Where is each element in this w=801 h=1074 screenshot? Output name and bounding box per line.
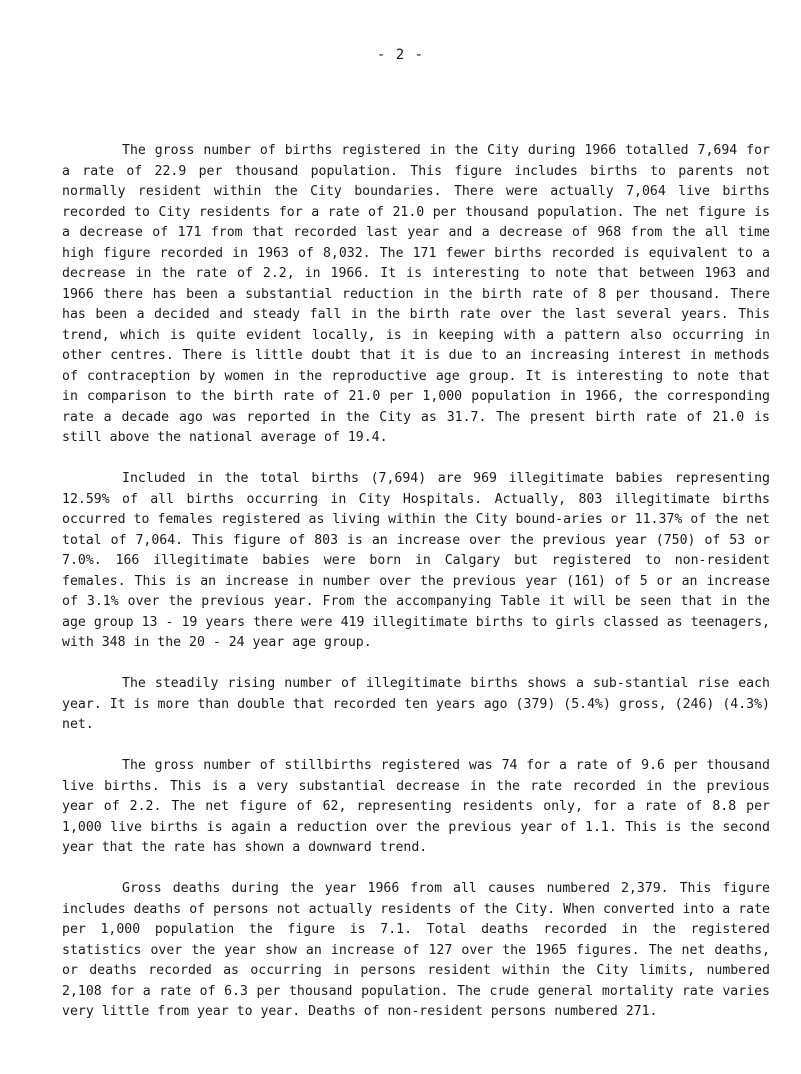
paragraph-stillbirths: The gross number of stillbirths registered was 74 for a rate of 9.6 per thousand live births. This is a very substantial decrease in the rate recorded in the previous year of 2.2. The net figure of 62, representing residents only, for a rate of 8.8 per 1,000 live births is again a reduction over the previous year of 1.1. This is the second year that the rate has shown a downward trend. (62, 758, 770, 855)
paragraph-illegitimate-births: Included in the total births (7,694) are 969 illegitimate babies representing 12.59% of all births occurring in City Hospitals. Actually, 803 illegitimate births occurred to females registered as living within the City bound-aries or 11.37% of the net total of 7,064. This figure of 803 is an increase over the previous year (750) of 53 or 7.0%. 166 illegitimate babies were born in Calgary but registered to non-resident females. This is an increase in number over the previous year (161) of 5 or an increase of 3.1% over the previous year. From the accompanying Table it will be seen that in the age group 13 - 19 years there were 419 illegitimate births to girls classed as teenagers, with 348 in the 20 - 24 year age group. (62, 471, 770, 650)
paragraph-illegitimate-trend: The steadily rising number of illegitimate births shows a sub-stantial rise each year. It is more than double that recorded ten years ago (379) (5.4%) gross, (246) (4.3%) net. (62, 676, 770, 732)
body-text (62, 141, 770, 1043)
paragraph-deaths: Gross deaths during the year 1966 from all causes numbered 2,379. This figure includes deaths of persons not actually residents of the City. When converted into a rate per 1,000 population the figure is 7.1. Total deaths recorded in the registered statistics over the year show an increase of 127 over the 1965 figures. The net deaths, or deaths recorded as occurring in persons resident within the City limits, numbered 2,108 for a rate of 6.3 per thousand population. The crude general mortality rate varies very little from year to year. Deaths of non-resident persons numbered 271. (62, 881, 770, 1019)
page-number: - 2 - (376, 47, 425, 63)
paragraph-births: The gross number of births registered in the City during 1966 totalled 7,694 for a rate of 22.9 per thousand population. This figure includes births to parents not normally resident within the City boundaries. There were actually 7,064 live births recorded to City residents for a rate of 21.0 per thousand population. The net figure is a decrease of 171 from that recorded last year and a decrease of 968 from the all time high figure recorded in 1963 of 8,032. The 171 fewer births recorded is equivalent to a decrease in the rate of 2.2, in 1966. It is interesting to note that between 1963 and 1966 there has been a substantial reduction in the birth rate of 8 per thousand. There has been a decided and steady fall in the birth rate over the last several years. This trend, which is quite evident locally, is in keeping with a pattern also occurring in other centres. There is little doubt that it is due to an increasing interest in methods of contraception by women in the reproductive age group. It is interesting to note that in comparison to the birth rate of 21.0 per 1,000 population in 1966, the corresponding rate a decade ago was reported in the City as 31.7. The present birth rate of 21.0 is still above the national average of 19.4. (62, 143, 770, 445)
